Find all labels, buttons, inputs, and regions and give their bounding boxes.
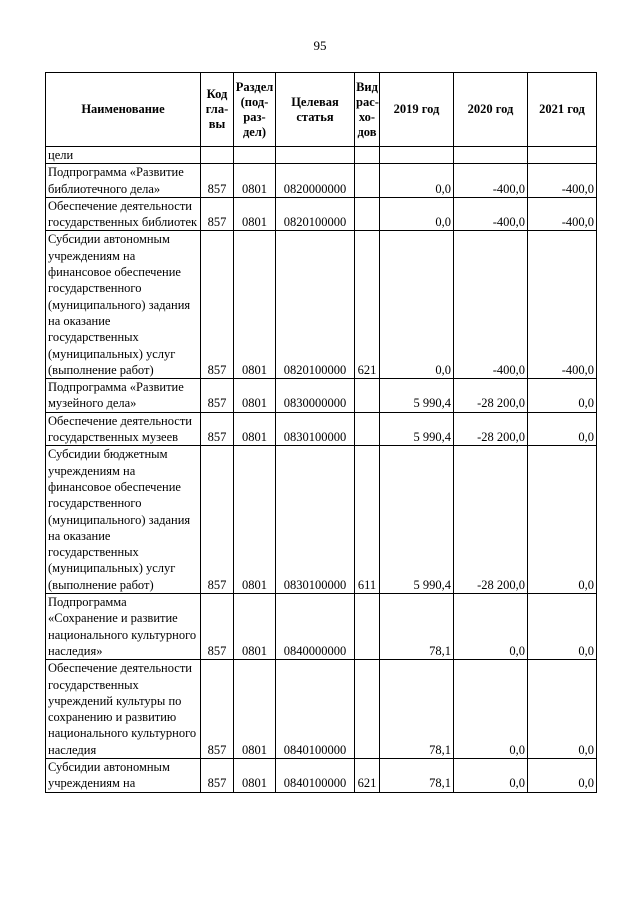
cell-name: Субсидии бюджетным учреждениям на финансовое обеспечение государственного (муниципального) задания на оказание государственных (муниципальных) услуг (выполнение работ) [46,446,201,594]
cell-2021: 0,0 [528,446,597,594]
cell-2020: -28 200,0 [454,379,528,413]
cell-target: 0830100000 [276,412,355,446]
cell-name: Субсидии автономным учреждениям на [46,758,201,792]
table-row [46,660,597,759]
cell-2020: 0,0 [454,660,528,759]
cell-2020: -28 200,0 [454,446,528,594]
cell-2019: 0,0 [380,231,454,379]
budget-table [45,72,597,793]
cell-code: 857 [201,197,234,231]
cell-code: 857 [201,412,234,446]
cell-code: 857 [201,231,234,379]
cell-name: Подпрограмма «Развитие библиотечного дела» [46,164,201,198]
page-number: 95 [313,38,327,53]
cell-2019: 78,1 [380,660,454,759]
header-row [46,73,597,147]
cell-target: 0820100000 [276,197,355,231]
cell-2021: 0,0 [528,379,597,413]
table-row [46,594,597,660]
table-row [46,231,597,379]
header-2020: 2020 год [454,73,528,147]
cell-name: Субсидии автономным учреждениям на финансовое обеспечение государственного (муниципального) задания на оказание государственных (муниципальных) услуг (выполнение работ) [46,231,201,379]
cell-code: 857 [201,164,234,198]
cell-kind [355,412,380,446]
cell-section: 0801 [234,197,276,231]
cell-name: Подпрограмма «Развитие музейного дела» [46,379,201,413]
cell-kind [355,660,380,759]
cell-section: 0801 [234,164,276,198]
table-row [46,197,597,231]
cell-section: 0801 [234,594,276,660]
cell-target: 0840100000 [276,758,355,792]
cell-section: 0801 [234,660,276,759]
cell-code: 857 [201,379,234,413]
cell-code: 857 [201,446,234,594]
cell-2019: 0,0 [380,164,454,198]
cell-section: 0801 [234,379,276,413]
cell-name: Обеспечение деятельности государственных библиотек [46,197,201,231]
cell-kind [355,164,380,198]
cell-2021: -400,0 [528,231,597,379]
cell-2019: 78,1 [380,594,454,660]
cell-name: Подпрограмма «Сохранение и развитие национального культурного наследия» [46,594,201,660]
header-kind: Вид рас-хо-дов [355,73,380,147]
table-row [46,379,597,413]
cell-2021: 0,0 [528,594,597,660]
cell-target: 0840100000 [276,660,355,759]
cell-code: 857 [201,594,234,660]
cell-2020: -400,0 [454,197,528,231]
cell-2019: 0,0 [380,197,454,231]
cell-section: 0801 [234,446,276,594]
table-row [46,412,597,446]
cell-2021 [528,147,597,164]
cell-target: 0820000000 [276,164,355,198]
cell-2021: 0,0 [528,412,597,446]
cell-target [276,147,355,164]
cell-name: Обеспечение деятельности государственных учреждений культуры по сохранению и развитию национального культурного наследия [46,660,201,759]
cell-name: Обеспечение деятельности государственных музеев [46,412,201,446]
cell-2020: 0,0 [454,594,528,660]
cell-section: 0801 [234,231,276,379]
cell-section [234,147,276,164]
cell-code [201,147,234,164]
header-section: Раздел (под-раз-дел) [234,73,276,147]
cell-kind [355,379,380,413]
table-row [46,147,597,164]
header-code: Код гла-вы [201,73,234,147]
table-row [46,446,597,594]
cell-2019: 78,1 [380,758,454,792]
cell-2020: -400,0 [454,164,528,198]
cell-2020: 0,0 [454,758,528,792]
cell-target: 0820100000 [276,231,355,379]
header-target: Целевая статья [276,73,355,147]
cell-kind: 621 [355,758,380,792]
cell-kind: 611 [355,446,380,594]
table-row [46,758,597,792]
cell-2019: 5 990,4 [380,446,454,594]
cell-2020: -400,0 [454,231,528,379]
cell-kind [355,147,380,164]
cell-2021: 0,0 [528,758,597,792]
table-row [46,164,597,198]
cell-kind: 621 [355,231,380,379]
header-2021: 2021 год [528,73,597,147]
cell-2019: 5 990,4 [380,379,454,413]
cell-2021: -400,0 [528,197,597,231]
cell-2020 [454,147,528,164]
header-name: Наименование [46,73,201,147]
cell-2020: -28 200,0 [454,412,528,446]
cell-section: 0801 [234,758,276,792]
cell-2019: 5 990,4 [380,412,454,446]
cell-target: 0830000000 [276,379,355,413]
cell-kind [355,594,380,660]
cell-target: 0840000000 [276,594,355,660]
cell-code: 857 [201,758,234,792]
header-2019: 2019 год [380,73,454,147]
cell-target: 0830100000 [276,446,355,594]
cell-kind [355,197,380,231]
cell-section: 0801 [234,412,276,446]
cell-2019 [380,147,454,164]
cell-name: цели [46,147,201,164]
cell-2021: 0,0 [528,660,597,759]
cell-code: 857 [201,660,234,759]
cell-2021: -400,0 [528,164,597,198]
